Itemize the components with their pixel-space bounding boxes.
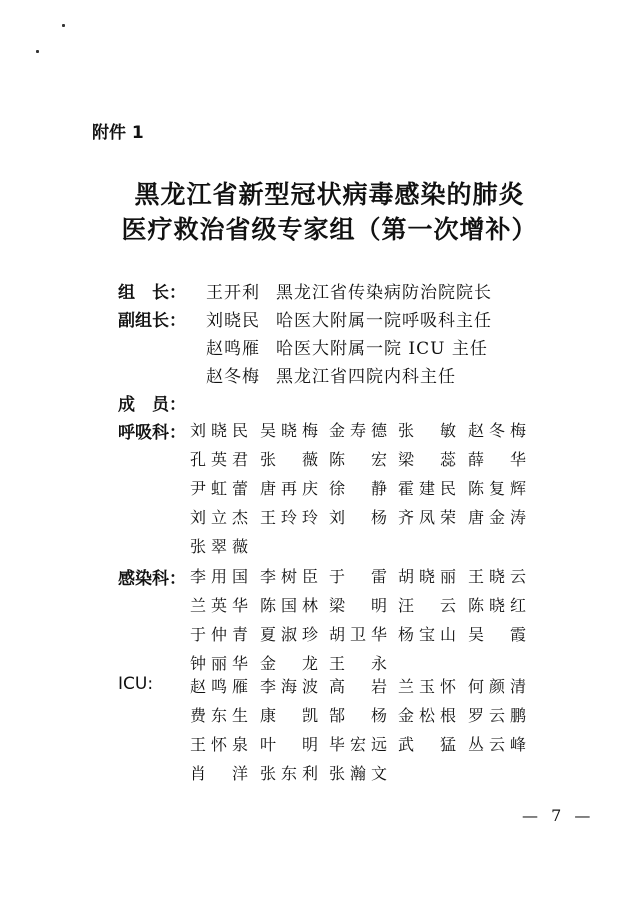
member-name: 刘 晓 民 <box>190 421 248 440</box>
leader-name: 赵鸣雁 <box>206 339 260 359</box>
member-name: 张 瀚 文 <box>329 764 387 783</box>
member-name: 杨 宝 山 <box>398 625 456 644</box>
member-name: 唐 再 庆 <box>260 479 318 498</box>
member-name: 王 晓 云 <box>468 567 526 586</box>
member-name: 郜 杨 <box>329 706 387 725</box>
member-name: 叶 明 <box>260 735 318 754</box>
page-number: — 7 — <box>522 806 595 825</box>
member-name: 于 雷 <box>329 567 387 586</box>
member-name: 金 松 根 <box>398 706 456 725</box>
member-name: 张 翠 薇 <box>190 537 248 556</box>
member-name: 王 怀 泉 <box>190 735 248 754</box>
member-name: 陈 复 辉 <box>468 479 526 498</box>
members-label: 成 员： <box>118 395 186 415</box>
member-name: 陈 国 林 <box>260 596 318 615</box>
member-name: 梁 明 <box>329 596 387 615</box>
leader-position: 哈医大附属一院 ICU 主任 <box>276 339 488 359</box>
leader-row <box>118 362 456 387</box>
leader-role: 副组长： <box>118 311 186 331</box>
leader-row <box>118 306 492 331</box>
member-name: 胡 卫 华 <box>329 625 387 644</box>
member-name: 罗 云 鹏 <box>468 706 526 725</box>
member-name: 徐 静 <box>329 479 387 498</box>
leader-name: 刘晓民 <box>206 311 260 331</box>
member-name: 霍 建 民 <box>398 479 456 498</box>
member-name: 赵 冬 梅 <box>468 421 526 440</box>
member-name: 唐 金 涛 <box>468 508 526 527</box>
document-title-line-1: 黑龙江省新型冠状病毒感染的肺炎 <box>134 180 525 209</box>
member-name: 陈 晓 红 <box>468 596 526 615</box>
member-name: 肖 洋 <box>190 764 248 783</box>
member-name: 赵 鸣 雁 <box>190 677 248 696</box>
member-name: 兰 玉 怀 <box>398 677 456 696</box>
member-name: 刘 立 杰 <box>190 508 248 527</box>
member-name: 刘 杨 <box>329 508 387 527</box>
leader-name: 赵冬梅 <box>206 367 260 387</box>
member-name: 王 永 <box>329 654 387 673</box>
member-name: 张 敏 <box>398 421 456 440</box>
member-name: 何 颜 清 <box>468 677 526 696</box>
member-name: 康 凯 <box>260 706 318 725</box>
member-name: 李 树 臣 <box>260 567 318 586</box>
leader-position: 黑龙江省传染病防治院院长 <box>276 283 492 303</box>
department-label: 呼吸科： <box>118 423 186 443</box>
member-name: 毕 宏 远 <box>329 735 387 754</box>
department-label: ICU: <box>118 674 154 694</box>
member-name: 费 东 生 <box>190 706 248 725</box>
member-name: 孔 英 君 <box>190 450 248 469</box>
attachment-label: 附件 1 <box>92 123 144 143</box>
member-name: 钟 丽 华 <box>190 654 248 673</box>
leader-position: 黑龙江省四院内科主任 <box>276 367 456 387</box>
member-name: 王 玲 玲 <box>260 508 318 527</box>
member-name: 李 海 波 <box>260 677 318 696</box>
member-name: 陈 宏 <box>329 450 387 469</box>
department-label: 感染科： <box>118 569 186 589</box>
member-name: 武 猛 <box>398 735 456 754</box>
scan-speck <box>36 50 39 53</box>
member-name: 张 东 利 <box>260 764 318 783</box>
member-name: 丛 云 峰 <box>468 735 526 754</box>
member-name: 夏 淑 珍 <box>260 625 318 644</box>
member-name: 金 寿 德 <box>329 421 387 440</box>
member-name: 尹 虹 蕾 <box>190 479 248 498</box>
member-name: 梁 蕊 <box>398 450 456 469</box>
member-name: 李 用 国 <box>190 567 248 586</box>
member-name: 薛 华 <box>468 450 526 469</box>
member-name: 吴 霞 <box>468 625 526 644</box>
leader-row <box>118 278 492 303</box>
member-name: 张 薇 <box>260 450 318 469</box>
member-name: 汪 云 <box>398 596 456 615</box>
leader-role: 组 长： <box>118 283 186 303</box>
member-name: 于 仲 青 <box>190 625 248 644</box>
scan-speck <box>62 24 65 27</box>
leader-name: 王开利 <box>206 283 260 303</box>
leader-position: 哈医大附属一院呼吸科主任 <box>276 311 492 331</box>
member-name: 金 龙 <box>260 654 318 673</box>
member-name: 胡 晓 丽 <box>398 567 456 586</box>
member-name: 高 岩 <box>329 677 387 696</box>
member-name: 兰 英 华 <box>190 596 248 615</box>
member-name: 吴 晓 梅 <box>260 421 318 440</box>
leader-row <box>118 334 488 359</box>
document-title-line-2: 医疗救治省级专家组（第一次增补） <box>121 215 538 244</box>
member-name: 齐 凤 荣 <box>398 508 456 527</box>
